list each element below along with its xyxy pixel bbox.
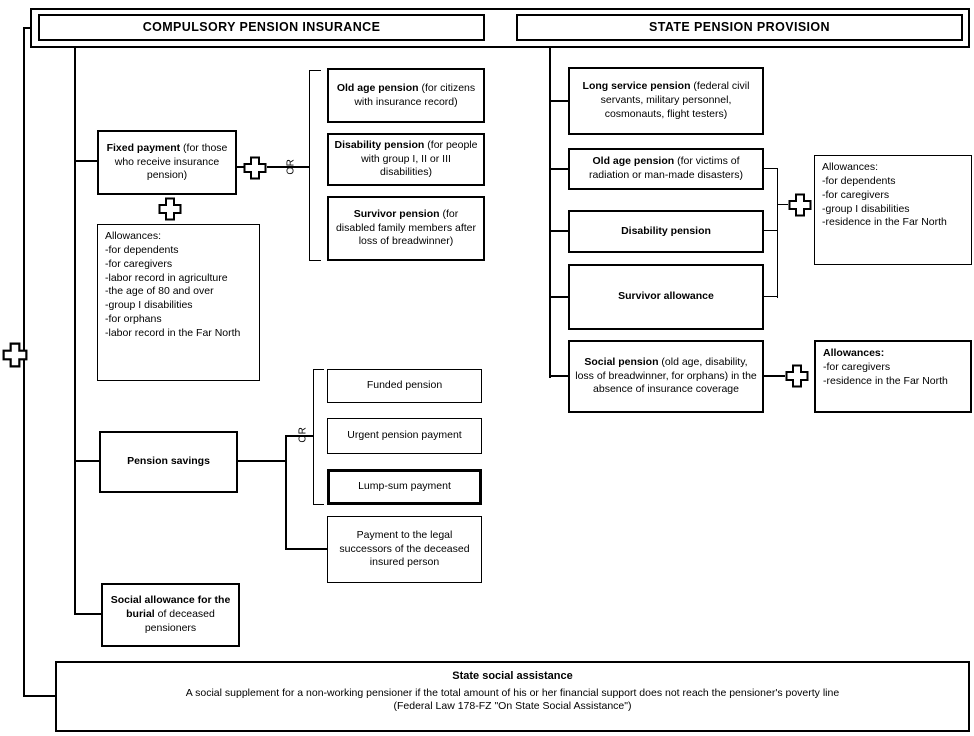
funded-pension-box: [327, 369, 482, 403]
legal-successors-payment-box: [327, 516, 482, 583]
or-label: OR: [297, 426, 309, 443]
state-allowances-box: [814, 155, 972, 265]
or-bracket-line: [309, 70, 310, 261]
plus-icon: [2, 342, 28, 368]
old-age-insurance-pension-box: [327, 68, 485, 123]
box-text: Funded pension: [366, 379, 443, 392]
or-bracket-line: [313, 369, 324, 370]
header-state-pension-provision: STATE PENSION PROVISION: [516, 14, 963, 41]
footer-line: A social supplement for a non-working pensioner if the total amount of his or her financial support does not reach the pensioner's poverty line: [185, 686, 840, 699]
box-text: Long service pension (federal civil servants, military personnel, cosmonauts, flight testers): [582, 80, 750, 120]
insurance-allowances-box: [97, 224, 260, 381]
box-text: Old age pension (for victims of radiation or man-made disasters): [588, 155, 744, 181]
burial-allowance-box: [101, 583, 240, 647]
allowances-title: Allowances:: [822, 161, 879, 173]
connector-line: [549, 168, 568, 170]
box-title: Disability pension: [621, 224, 711, 237]
box-title: Old age pension: [336, 81, 419, 94]
connector-line: [549, 296, 568, 298]
or-bracket-line: [764, 168, 778, 169]
header-compulsory-pension-insurance: COMPULSORY PENSION INSURANCE: [38, 14, 485, 41]
plus-icon: [785, 364, 809, 388]
state-social-assistance-box: [55, 661, 970, 732]
allowance-item: -for orphans: [105, 313, 162, 326]
social-pension-box: [568, 340, 764, 413]
footer-line: (Federal Law 178-FZ "On State Social Assistance"): [393, 700, 632, 713]
box-title: Fixed payment: [106, 141, 181, 154]
box-title: Long service pension: [582, 80, 691, 93]
connector-line: [74, 160, 98, 162]
connector-line: [23, 695, 57, 697]
allowance-item: -residence in the Far North: [822, 216, 947, 229]
old-age-state-pension-box: [568, 148, 764, 190]
connector-line: [238, 460, 287, 462]
fixed-payment-box: [97, 130, 237, 195]
or-bracket-line: [777, 168, 778, 298]
box-text: Lump-sum payment: [358, 480, 451, 493]
survivor-insurance-pension-box: [327, 196, 485, 261]
or-label: OR: [285, 158, 297, 175]
connector-line: [764, 375, 785, 377]
box-text: Payment to the legal successors of the deceased insured person: [339, 528, 470, 569]
box-text: Social pension (old age, disability, loss of breadwinner, for orphans) in the absence of insurance coverage: [575, 355, 757, 396]
allowance-item: -for caregivers: [105, 257, 173, 270]
box-text: [621, 225, 711, 239]
lump-sum-payment-box: [327, 469, 482, 505]
box-title: Survivor pension: [353, 207, 440, 220]
allowance-item: -labor record in agriculture: [105, 271, 228, 284]
connector-line: [285, 548, 327, 550]
box-title: Old age pension: [592, 155, 675, 168]
connector-line: [74, 613, 102, 615]
box-title: Survivor allowance: [618, 290, 714, 303]
box-text: Disability pension (for people with group I, II or III disabilities): [334, 138, 478, 179]
box-text: Old age pension (for citizens with insurance record): [336, 81, 476, 108]
allowance-item: -residence in the Far North: [823, 374, 948, 387]
disability-insurance-pension-box: [327, 133, 485, 186]
allowance-item: -for caregivers: [822, 188, 890, 201]
plus-icon: [243, 156, 267, 180]
long-service-pension-box: [568, 67, 764, 135]
or-bracket-line: [764, 296, 778, 297]
or-bracket-line: [313, 504, 324, 505]
allowance-item: -for dependents: [105, 243, 179, 256]
box-title: Pension savings: [127, 455, 210, 468]
or-bracket-line: [764, 230, 778, 231]
box-text: Survivor pension (for disabled family members after loss of breadwinner): [335, 207, 477, 248]
box-text: Social allowance for the burial of deceased pensioners: [110, 594, 231, 634]
plus-icon: [788, 193, 812, 217]
disability-state-pension-box: [568, 210, 764, 253]
or-bracket-line: [309, 260, 321, 261]
survivor-allowance-box: [568, 264, 764, 330]
box-text: [618, 290, 714, 304]
urgent-pension-payment-box: [327, 418, 482, 454]
box-text: Fixed payment (for those who receive insurance pension): [106, 141, 228, 182]
allowance-item: -for dependents: [822, 174, 896, 187]
connector-line: [549, 375, 568, 377]
or-bracket-line: [309, 70, 321, 71]
footer-title: State social assistance: [452, 670, 573, 682]
connector-line: [74, 48, 76, 615]
allowance-item: -group I disabilities: [105, 299, 193, 312]
box-text: Urgent pension payment: [347, 429, 462, 442]
connector-line: [777, 204, 788, 205]
connector-line: [285, 435, 287, 550]
allowances-title: Allowances:: [823, 347, 885, 359]
or-bracket-line: [313, 369, 314, 505]
allowances-title: Allowances:: [105, 230, 162, 242]
connector-line: [74, 460, 100, 462]
box-title: Social allowance for the burial: [110, 594, 231, 621]
box-title: Disability pension: [334, 138, 425, 151]
social-pension-allowances-box: [814, 340, 972, 413]
connector-line: [549, 48, 551, 378]
allowance-item: -labor record in the Far North: [105, 327, 241, 340]
pension-savings-box: [99, 431, 238, 493]
connector-line: [549, 230, 568, 232]
allowance-item: -for caregivers: [823, 360, 891, 373]
connector-line: [549, 100, 568, 102]
allowance-item: -the age of 80 and over: [105, 285, 214, 298]
allowance-item: -group I disabilities: [822, 202, 910, 215]
plus-icon: [158, 197, 182, 221]
box-title: Social pension: [584, 355, 659, 368]
